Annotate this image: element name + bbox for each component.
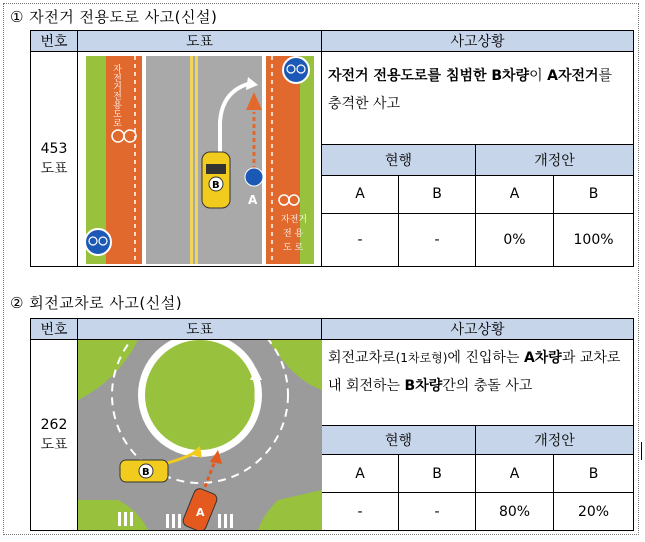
situation-description: 회전교차로(1차로형)에 진입하는 A차량과 교차로 내 회전하는 B차량간의 충돌 사고 [322,340,634,426]
value-current-a: - [322,214,399,267]
header-diagram: 도표 [78,31,322,52]
col-label-current-a: A [322,175,399,213]
subheader-current: 현행 [322,145,476,175]
section-2-table [30,318,634,531]
section-2-title: ② 회전교차로 사고(신설) [10,294,183,312]
situation-description: 자전거 전용도로를 침범한 B차량이 A자전거를 충격한 사고 [322,52,634,145]
number-suffix: 도표 [40,161,68,177]
col-label-current-a: A [322,455,399,493]
car-b-label: B [212,180,220,191]
col-label-current-b: B [399,175,476,213]
value-revised-b: 100% [554,214,634,267]
bike-lane-diagram [78,52,322,266]
value-current-b: - [399,493,476,531]
col-label-current-b: B [399,455,476,493]
car-a-label: A [196,506,205,519]
header-diagram: 도표 [78,319,322,340]
value-revised-a: 80% [476,493,554,531]
number-suffix: 도표 [40,437,68,453]
subheader-revised: 개정안 [476,425,634,455]
bicycle-a-icon [245,168,263,186]
lane-label-left: 자전거전용도로 [111,64,121,127]
header-situation: 사고상황 [322,319,634,340]
car-b-label: B [142,467,150,478]
header-number: 번호 [31,31,78,52]
svg-text:전 용: 전 용 [283,229,304,239]
col-label-revised-a: A [476,175,554,213]
row-number [31,340,78,531]
value-revised-b: 20% [554,493,634,531]
subheader-revised: 개정안 [476,145,634,175]
value-current-b: - [399,214,476,267]
subheader-current: 현행 [322,425,476,455]
roundabout-diagram [78,340,322,530]
number-value: 453 [40,141,68,157]
value-current-a: - [322,493,399,531]
bike-a-label: A [248,193,258,207]
col-label-revised-a: A [476,455,554,493]
section-1-table [30,30,634,267]
text-cursor [641,442,642,460]
number-value: 262 [40,417,68,433]
header-number: 번호 [31,319,78,340]
roundabout-island [145,340,255,450]
value-revised-a: 0% [476,214,554,267]
svg-text:도 로: 도 로 [283,243,304,253]
col-label-revised-b: B [554,175,634,213]
diagram-cell [78,52,322,267]
col-label-revised-b: B [554,455,634,493]
row-number [31,52,78,267]
section-1-title: ① 자전거 전용도로 사고(신설) [10,8,218,26]
lane-label-right: 자전거 [281,215,308,225]
header-situation: 사고상황 [322,31,634,52]
diagram-cell [78,340,322,531]
